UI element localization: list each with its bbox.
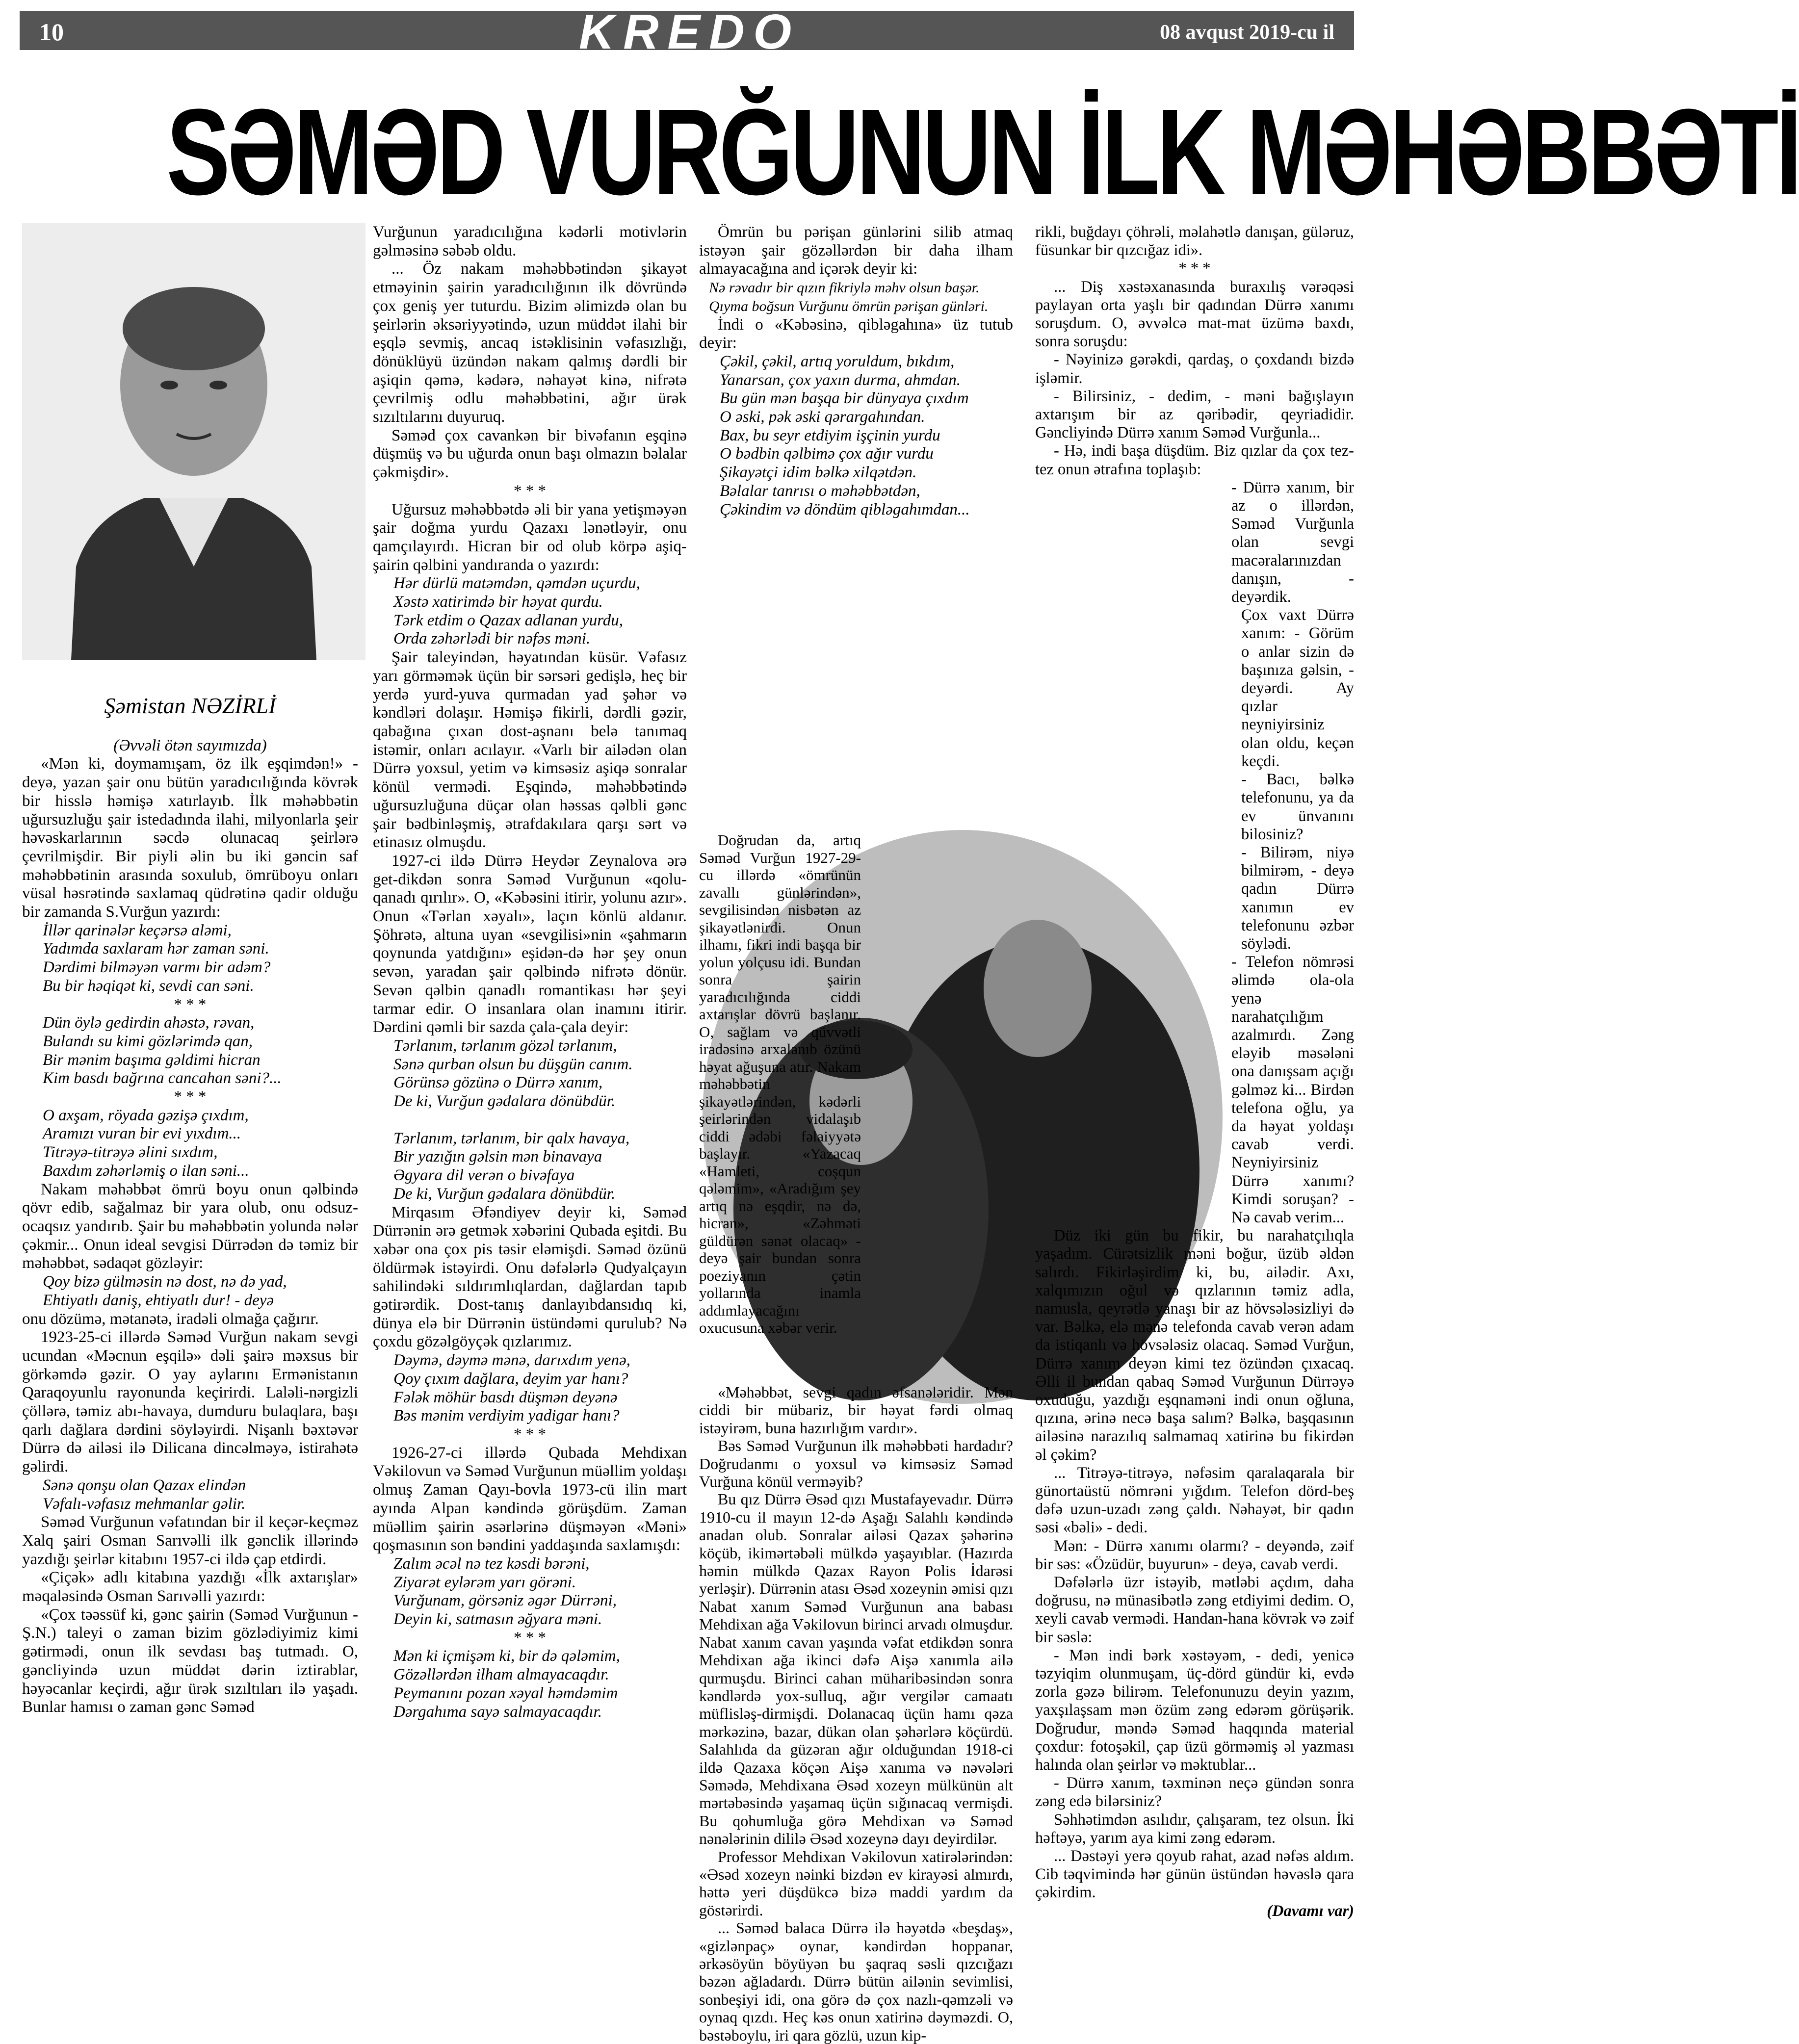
paragraph: Professor Mehdixan Vəkilovun xatirələrindən: «Əsəd xozeyn nəinki bizdən ev kirayəsi almırdı, həttə yeri düşdükcə bizə maddi yardım da göstərirdi. — [699, 1847, 1013, 1919]
paragraph: İndi o «Kəbəsinə, qibləgahına» üz tutub deyir: — [699, 315, 1013, 352]
verse-line: Çəkil, çəkil, artıq yoruldum, bıkdım, — [720, 352, 955, 370]
verse-line: Zalım əcəl nə tez kəsdi bərəni, — [393, 1554, 590, 1573]
paragraph: - Bacı, bəlkə telefonunu, ya da ev ünvanını bilosiniz? — [1241, 771, 1354, 843]
verse-line: İllər qarinələr keçərsə aləmi, — [43, 921, 232, 939]
verse-line: Tərlanım, tərlanım gözəl tərlanım, — [393, 1036, 617, 1055]
verse-line: Mən ki içmişəm ki, bir də qələmim, — [393, 1647, 620, 1665]
verse-line: Baxdım zəhərləmiş o ilan səni... — [43, 1162, 249, 1180]
section-divider: * * * — [1178, 259, 1211, 278]
section-divider: * * * — [514, 482, 546, 500]
paragraph: rikli, buğdayı çöhrəli, məlahətlə danışan, güləruz, füsunkar bir qızcığaz idi». — [1035, 223, 1354, 259]
paragraph: - Telefon nömrəsi əlimdə ola-ola yenə narahatçılığım azalmırdı. Zəng eləyib məsələni ona danışsam açığı gəlməz ki... Birdən telefona oğlu, ya da həyat yoldaşı cavab verdi. Neyniyirsiniz Dürrə xanımı? Kimdi soruşan? - Nə cavab verim... — [1231, 953, 1354, 1226]
header-bar — [20, 4, 1354, 59]
verse-line: Kim basdı bağrına cancahan səni?... — [43, 1069, 282, 1087]
column-4 — [1035, 223, 1354, 1920]
section-divider: * * * — [514, 1629, 546, 1647]
section-divider: * * * — [174, 1088, 207, 1106]
page-number: 10 — [39, 18, 64, 46]
to-be-continued: (Davamı var) — [1267, 1902, 1354, 1920]
verse-line: Qoy bizə gülməsin nə dost, nə də yad, — [43, 1273, 287, 1291]
paragraph: «Çiçək» adlı kitabına yazdığı «İlk axtarışlar» məqaləsində Osman Sarıvəlli yazırdı: — [22, 1569, 358, 1605]
verse-line: Çəkindim və döndüm qibləgahımdan... — [720, 500, 970, 518]
verse-line: Aramızı vuran bir evi yıxdım... — [43, 1125, 241, 1143]
author-byline: Şəmistan NƏZİRLİ — [104, 693, 276, 718]
verse-line: Bəs mənim verdiyim yadigar hanı? — [393, 1407, 620, 1425]
paragraph: onu dözümə, mətanətə, iradəli olmağa çağırır. — [22, 1310, 319, 1328]
verse-line: Gözəllərdən ilham almayacaqdır. — [393, 1666, 609, 1684]
verse-line: De ki, Vurğun gədalara dönübdür. — [393, 1092, 616, 1111]
paragraph: - Dürrə xanım, təxminən neçə gündən sonra zəng edə bilərsiniz? — [1035, 1774, 1354, 1811]
verse-line: Görünsə gözünə o Dürrə xanım, — [393, 1074, 603, 1092]
verse-line: Yadımda saxlaram hər zaman səni. — [43, 940, 269, 958]
verse-line: Dün öylə gedirdin ahəstə, rəvan, — [43, 1014, 255, 1032]
paragraph: ... Dəstəyi yerə qoyub rahat, azad nəfəs aldım. Cib təqvimində hər günün üstündən həvəslə qara çəkirdim. — [1035, 1847, 1354, 1902]
verse-line: Bu bir həqiqət ki, sevdi can səni. — [43, 977, 254, 995]
paragraph: 1927-ci ildə Dürrə Heydər Zeynalova ərə get-dikdən sonra Səməd Vurğunun «qolu-qanadı qırılır». O, «Kəbəsini itirir, yolunu azır». Onun «Tərlan xəyalı», laçın könlü aldanır. Şöhrətə, altuna uyan «sevgilisi»nin «şahmarın qoynunda yatdığını» eşidən-də hər şey onun sevən, yaradan şair qəlbində nifrətə dönür. Sevən qəlbin qanadlı romantikası hər şeyi tarmar edir. O insanlara olan inamını itirir. Dərdini qəmli bir sazda çala-çala deyir: — [373, 852, 687, 1036]
verse-line: Bir yazığın gəlsin mən binavaya — [393, 1148, 602, 1166]
verse-line: Yanarsan, çox yaxın durma, ahmdan. — [720, 371, 961, 389]
verse-line: Sənə qurban olsun bu düşgün canım. — [393, 1055, 633, 1073]
verse-line: Sənə qonşu olan Qazax elindən — [43, 1476, 246, 1494]
paragraph: Bu qız Dürrə Əsəd qızı Mustafayevadır. Dürrə 1910-cu il mayın 12-də Aşağı Salahlı kəndində anadan olub. Sonralar ailəsi Qazax şəhərinə köçüb, ikimərtəbəli mülkdə yaşayıblar. (Hazırda həmin mülkdə Qazax Rayon Polis İdarəsi yerləşir). Dürrənin atası Əsəd xozeynin əmisi qızı Nabat xanım Səməd Vurğunun ana babası Mehdixan ağa Vəkilovun birinci arvadı olmuşdur. Nabat xanım cavan yaşında vəfat etdikdən sonra Mehdixan ağa ikinci dəfə Aişə xanımla ailə qurmuşdu. Birinci cahan müharibəsindən sonra kəndlərdə yox-sulluq, ağır vergilər camaatı müflisləş-dirmişdi. Dolanacaq üçün hamı qəza mərkəzinə, bazar, dükan olan şəhərlərə köçürdü. Salahlıda da güzəran ağır olduğundan 1918-ci ildə Qazaxa köçən Aişə xanıma və nəvələri Səmədə, Mehdixana Əsəd xozeyn mülkünün alt mərtəbəsində yaşamaq üçün sığınacaq vermişdi. Bu qohumluğa görə Mehdixan və Səməd nənələrinin dililə Əsəd xozeynə dayı deyirdilər. — [699, 1490, 1013, 1848]
paragraph: 1926-27-ci illərdə Qubada Mehdixan Vəkilovun və Səməd Vurğunun müəllim yoldaşı olmuş Zaman Qayı-bovla 1973-cü ilin mart ayında Alpan kəndində görüşdüm. Zaman müəllim şairin əsərlərinə düşməyən «Məni» qoşmasının son bəndini yaddaşında saxlamışdı: — [373, 1444, 687, 1554]
paragraph: Ömrün bu pərişan günlərini silib atmaq istəyən şair gözəllərdən bir daha ilham almayacağına and içərək deyir ki: — [699, 223, 1013, 278]
verse-line: Tərk etdim o Qazax adlanan yurdu, — [393, 611, 624, 629]
paragraph: Səhhətimdən asılıdır, çalışaram, tez olsun. İki həftəyə, yarım aya kimi zəng edərəm. — [1035, 1811, 1354, 1847]
column-3-bottom — [699, 1383, 1013, 2044]
verse-line: De ki, Vurğun gədalara dönübdür. — [393, 1185, 616, 1203]
verse-line: O axşam, röyada gəzişə çıxdım, — [43, 1106, 249, 1124]
paragraph: Dəfələrlə üzr istəyib, mətləbi açdım, daha doğrusu, nə münasibətlə zəng etdiyimi dedim. O, xeyli cavab vermədi. Handan-hana kövrək və zəif bir səslə: — [1035, 1574, 1354, 1646]
column-3-side — [699, 831, 861, 1337]
verse-line: Bax, bu seyr etdiyim işçinin yurdu — [720, 426, 940, 444]
paragraph: Uğursuz məhəbbətdə əli bir yana yetişməyən şair doğma yurdu Qazaxı lənətləyir, onu qamçılayırdı. Hicran bir od olub körpə aşiq-şairin qəlbini yandıranda o yazırdı: — [373, 500, 687, 574]
verse-line: Bulandı su kimi gözlərimdə qan, — [43, 1032, 253, 1050]
verse-line: Əgyara dil verən o bivəfaya — [393, 1166, 575, 1185]
verse-line: Qıyma boğsun Vurğunu ömrün pərişan günləri. — [709, 298, 989, 314]
verse-line: Bir mənim başıma gəldimi hicran — [43, 1051, 261, 1069]
paragraph: - Nəyinizə gərəkdi, qardaş, o çoxdandı bizdə işləmir. — [1035, 351, 1354, 387]
paragraph: Şair taleyindən, həyatından küsür. Vəfasız yarı görməmək üçün bir sərsəri gedişlə, heç bir yerdə yurd-yuva qurmadan yad şəhər və kəndləri dolaşır. Həmişə fikirli, dərdli gəzir, qabağına çıxan dost-aşnanı belə tanımaq istəmir, onları acılayır. «Varlı bir ailədən olan Dürrə yoxsul, yetim və kimsəsiz aşiqə sonralar könül vermədi. Eşqində, məhəbbətində uğursuzluğuna düçar olan həssas qəlbli gənc şair bədbinləşmiş, ətrafdakılara qarşı sərt və etinasız olmuşdu. — [373, 648, 687, 852]
paragraph: Nakam məhəbbət ömrü boyu onun qəlbində qövr edib, sağalmaz bir yara olub, onu odsuz-ocaqsız yandırıb. Şair bu məhəbbətin yolunda nələr çəkmir... Onun ideal sevgisi Dürrədən də təmiz bir məhəbbət, sədaqət gözləyir: — [22, 1180, 358, 1272]
paragraph: Mən: - Dürrə xanımı olarmı? - deyəndə, zəif bir səs: «Özüdür, buyurun» - deyə, cavab verdi. — [1035, 1537, 1354, 1573]
verse-line: Bu gün mən başqa bir dünyaya çıxdım — [720, 389, 969, 408]
verse-line: Şikayətçi idim bəlkə xilqətdən. — [720, 464, 917, 482]
column-1 — [22, 693, 358, 1717]
paragraph: «Məhəbbət, sevgi qadın əfsanələridir. Mən ciddi bir mübariz, bir həyat fərdi olmaq istəyirəm, buna hazırlığım vardır». — [699, 1383, 1013, 1437]
paragraph: - Mən indi bərk xəstəyəm, - dedi, yenicə təzyiqim olunmuşam, üç-dörd gündür ki, evdə zorla gəzə bilirəm. Telefonunuzu deyin yazım, yaxşılaşsam mən özüm zəng edərəm görüşərik. Doğrudur, məndə Səməd haqqında material çoxdur: fotoşəkil, çap üzü görməmiş əl yazması halında olan şeirlər və məktublar... — [1035, 1646, 1354, 1774]
verse-line: O bədbin qəlbimə çox ağır vurdu — [720, 445, 934, 463]
paragraph: Düz iki gün bu fikir, bu narahatçılıqla yaşadım. Cürətsizlik məni boğur, üzüb əldən salırdı. Fikirləşirdim ki, bu, ailədir. Axı, xalqımızın oğul və qızlarının təmiz adla, namusla, qeyrətlə yanaşı bir az hövsələsizliyi də var. Bəlkə, elə mənə telefonda cavab verən adam da istiqanlı və hövsələsiz olacaq. Səməd Vurğun, Dürrə xanım deyən kimi tez özündən çıxacaq. Əlli il bundan qabaq Səməd Vurğunun Dürrəyə oxuduğu, yazdığı eşqnaməni indi onun oğluna, qızına, ərinə necə başa salım? Bəlkə, başqasının ailəsinə narazılıq salmamaq xatirinə bu fikirdən əl çəkim? — [1035, 1227, 1354, 1464]
paragraph: - Dürrə xanım, bir az o illərdən, Səməd Vurğunla olan sevgi macəralarınızdan danışın, - deyərdik. — [1231, 478, 1354, 606]
paragraph: «Çox təəssüf ki, gənc şairin (Səməd Vurğunun - Ş.N.) taleyi o zaman bizim gözlədiyimiz kimi gətirmədi, onun ilk sevdası baş tutmadı. O, gəncliyində uzun müddət dərin iztirablar, həyəcanlar keçirdi, ağır ürək sızıltıları ilə yaşadı. Bunlar hamısı o zaman gənc Səməd — [22, 1605, 358, 1716]
paragraph: Çox vaxt Dürrə xanım: - Görüm o anlar sizin də başınıza gəlsin, - deyərdi. Ay qızlar neyniyirsiniz olan oldu, keçən keçdi. — [1241, 606, 1354, 770]
verse-line: Orda zəhərlədi bir nəfəs məni. — [393, 630, 591, 648]
paragraph: Vurğunun yaradıcılığına kədərli motivlərin gəlməsinə səbəb oldu. — [373, 223, 687, 259]
verse-line: Dərgahıma sayə salmayacaqdır. — [393, 1703, 602, 1721]
paragraph: Səməd Vurğunun vəfatından bir il keçər-keçməz Xalq şairi Osman Sarıvəlli ilk gənclik illərində yazdığı şeirlər kitabını 1957-ci ildə çap etdirdi. — [22, 1513, 358, 1568]
paragraph: 1923-25-ci illərdə Səməd Vurğun nakam sevgi ucundan «Məcnun eşqilə» dəli şairə məxsus bir görkəmdə gəzir. O yay aylarını Ermənistanın Qaraqoyunlu rayonunda keçirirdi. Laləli-nərgizli çöllərə, təmiz abı-havaya, dumduru bulaqlara, başı qarlı dağlara dərdini söyləyirdi. Nişanlı bəxtəvər Dürrə də ailəsi ilə Dilicana dincəlməyə, istirahətə gəlirdi. — [22, 1328, 358, 1476]
verse-line: Dərdimi bilməyən varmı bir adəm? — [43, 958, 271, 977]
verse-line: Xəstə xatirimdə bir həyat qurdu. — [393, 593, 603, 611]
verse-line: Hər dürlü matəmdən, qəmdən uçurdu, — [393, 574, 640, 593]
verse-line: Fələk möhür basdı düşmən deyənə — [393, 1388, 618, 1406]
verse-line: Nə rəvadır bir qızın fikriylə məhv olsun başər. — [709, 280, 980, 296]
column-3-top — [699, 223, 1013, 519]
section-divider: * * * — [514, 1425, 546, 1443]
verse-line: Vəfalı-vəfasız mehmanlar gəlir. — [43, 1495, 246, 1513]
section-divider: * * * — [174, 995, 207, 1013]
paragraph: ... Diş xəstəxanasında buraxılış vərəqəsi paylayan orta yaşlı bir qadından Dürrə xanımı soruşdum. O, əvvəlcə mat-mat üzümə baxdı, sonra soruşdu: — [1035, 278, 1354, 351]
verse-line: Ziyarət eylərəm yarı görəni. — [393, 1573, 576, 1591]
verse-line: Vurğunam, görsəniz əgər Dürrəni, — [393, 1592, 617, 1610]
paragraph: - Hə, indi başa düşdüm. Biz qızlar da çox tez-tez onun ətrafına toplaşıb: — [1035, 442, 1354, 478]
paragraph: «Mən ki, doymamışam, öz ilk eşqimdən!» - deyə, yazan şair onu bütün yaradıcılığında kövrək bir hisslə həmişə xatırlayıb. İlk məhəbbətin uğursuzluğu şair istedadında ilahi, milyonlarla şeir həvəskarlarının səcdə olunacaq şeirlərə çevrilmişdir. Bir piyli əlin bu iki gəncin saf məhəbbətinin arasında soxulub, ömrüboyu onları vüsal həsrətində saxlamaq qüdrətinə qadir olduğu bir zamanda S.Vurğun yazırdı: — [22, 755, 358, 921]
issue-date: 08 avqust 2019-cu il — [1160, 21, 1334, 44]
paragraph: Doğrudan da, artıq Səməd Vurğun 1927-29-cu illərdə «ömrünün zavallı günlərindən», sevgilisindən nisbətən az şikayətlənirdi. Onun ilhamı, fikri indi başqa bir yolun yolçusu idi. Bundan sonra şairin yaradıcılığında ciddi axtarışlar dövrü başlanır. O, sağlam və qüvvətli iradəsinə arxalanıb özünü həyat ağuşuna atır. Nakam məhəbbətin şikayətlərindən, kədərli şeirlərindən vidalaşıb ciddi ədəbi fəlaiyyətə başlayır. «Yazacaq «Hamleti, coşqun qələmim», «Aradığım şey artıq nə eşqdir, nə də, hicran», «Zəhməti güldürən sənət olacaq» - deyə şair bundan sonra poeziyanın çətin yollarında inamla addımlayacağını oxucusuna xəbər verir. — [699, 831, 861, 1336]
masthead: KREDO — [579, 4, 801, 59]
continued-note: (Əvvəli ötən sayımızda) — [113, 736, 267, 754]
paragraph: ... Öz nakam məhəbbətindən şikayət etməyinin şairin yaradıcılığının ilk dövründə çox geniş yer tuturdu. Bizim əlimizdə olan bu şeirlərin əksəriyyətində, uzun müddət ilahi bir eşqlə sevmiş, ancaq istəklisinin vəfasızlığı, dönüklüyü üzündən nakam qalmış dərdli bir aşiqin qəmə, kədərə, nəhayət kinə, nifrətə çevrilmiş odlu məhəbbətini, ağır ürək sızıltılarını duyuruq. — [373, 260, 687, 426]
column-2 — [373, 223, 687, 1721]
verse-line: Deyin ki, satmasın əğyara məni. — [393, 1610, 602, 1629]
paragraph: ... Titrəyə-titrəyə, nəfəsim qaralaqarala bir günortaüstü nömrəni yığdım. Telefon dörd-beş dəfə uzun-uzadı zəng çaldı. Nəhayət, bir qadın səsi «bəli» - dedi. — [1035, 1464, 1354, 1537]
verse-line: Qoy çıxım dağlara, deyim yar hanı? — [393, 1370, 628, 1388]
paragraph: - Bilirsiniz, - dedim, - məni bağışlayın axtarışım bir az qəribədir, qeyriadidir. Gəncliyində Dürrə xanım Səməd Vurğunla... — [1035, 387, 1354, 442]
paragraph: ... Səməd balaca Dürrə ilə həyətdə «beşdaş», «gizlənpaç» oynar, kəndirdən hoppanar, ərkəsöyün böyüyən bu şaqraq səsli qızcığazı bəzən ağladardı. Dürrə bütün ailənin sevimlisi, sonbeşiyi idi, ona görə də çox nazlı-qəmzəli və oynaq qızdı. Heç kəs onun xatirinə dəyməzdi. O, bəstəboylu, iri qara gözlü, uzun kip- — [699, 1919, 1013, 2044]
paragraph: Mirqasım Əfəndiyev deyir ki, Səməd Dürrənin ərə getmək xəbərini Qubada eşitdi. Bu xəbər ona çox pis təsir eləmişdi. Səməd özünü öldürmək istəyirdi. Onu dəfələrlə Qudyalçayın sahilindəki sıldırımlıqlardan, dağlardan tapıb gətirərdik. Dost-tanış danlayıbdansıdıq ki, dünya elə bir Dürrənin üstündəmi qurulub? Nə çoxdu gözəlgöyçək qızlarımız. — [373, 1203, 687, 1351]
verse-line: O əski, pək əski qərargahından. — [720, 408, 925, 426]
portrait-photo — [22, 223, 365, 660]
paragraph: Səməd çox cavankən bir bivəfanın eşqinə düşmüş və bu uğurda onun başı olmazın bəlalar çəkmişdir». — [373, 426, 687, 482]
verse-line: Titrəyə-titrəyə əlini sıxdım, — [43, 1143, 218, 1162]
verse-line: Ehtiyatlı daniş, ehtiyatlı dur! - deyə — [43, 1291, 274, 1309]
paragraph: - Bilirəm, niyə bilmirəm, - deyə qadın Dürrə xanımın ev telefonunu əzbər söylədi. — [1241, 843, 1354, 953]
portrait-image — [22, 223, 365, 660]
paragraph: Bəs Səməd Vurğunun ilk məhəbbəti hardadır? Doğrudanmı o yoxsul və kimsəsiz Səməd Vurğuna könül verməyib? — [699, 1437, 1013, 1491]
headline: SƏMƏD VURĞUNUN İLK MƏHƏBBƏTİ — [166, 83, 1799, 220]
verse-line: Peymanını pozan xəyal həmdəmim — [393, 1684, 618, 1702]
verse-line: Dəymə, dəymə mənə, darıxdım yenə, — [393, 1351, 630, 1370]
verse-line: Bəlalar tanrısı o məhəbbətdən, — [720, 482, 920, 500]
verse-line: Tərlanım, tərlanım, bir qalx havaya, — [393, 1129, 630, 1147]
